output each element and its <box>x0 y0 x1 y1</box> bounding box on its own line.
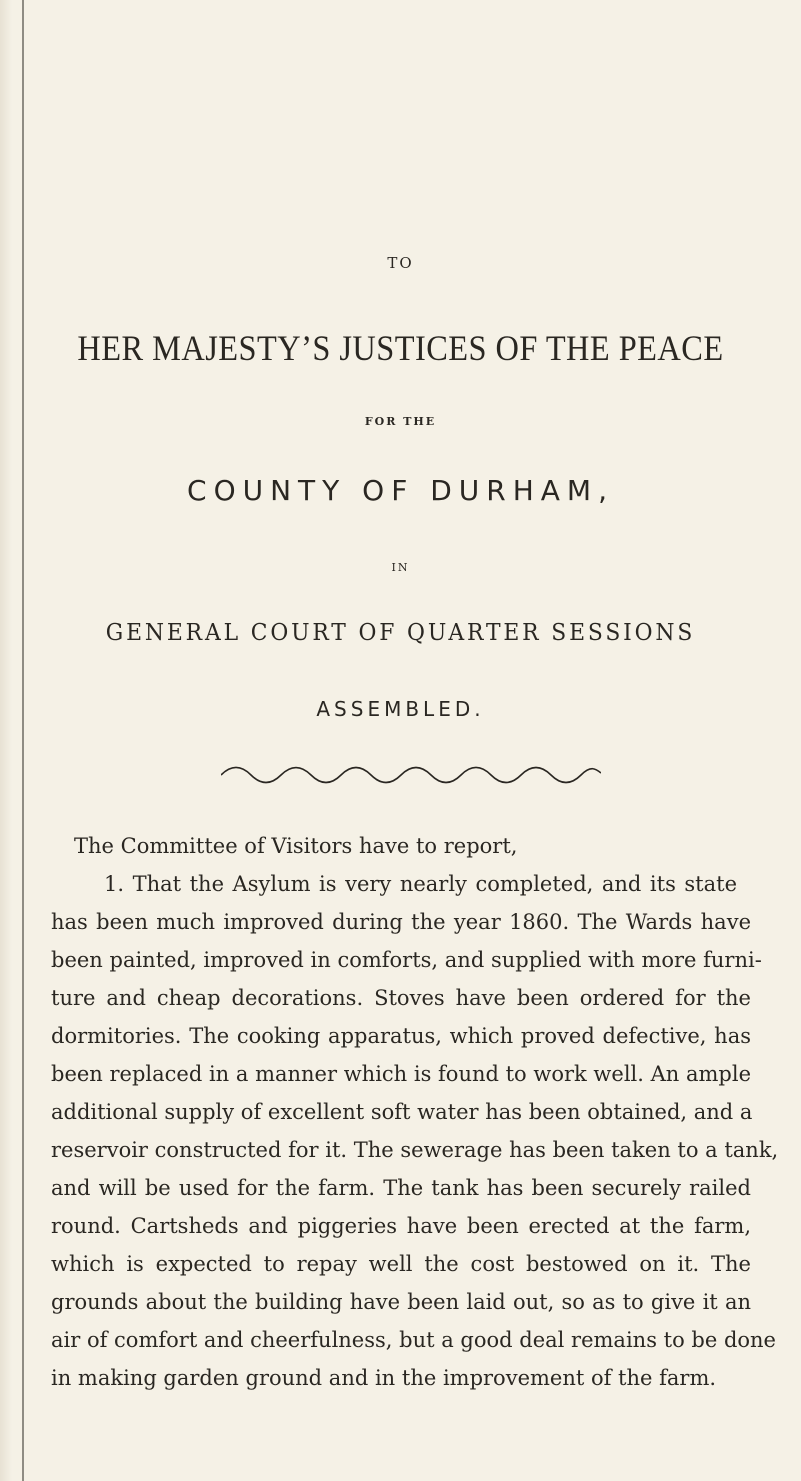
heading-court: GENERAL COURT OF QUARTER SESSIONS <box>105 620 696 646</box>
report-line: ture and cheap decorations. Stoves have been ordered for the <box>51 986 751 1010</box>
report-line: which is expected to repay well the cost bestowed on it. The <box>51 1252 751 1276</box>
report-line: been replaced in a manner which is found to work well. An ample <box>51 1062 752 1086</box>
report-line: air of comfort and cheerfulness, but a good deal remains to be done <box>51 1328 776 1352</box>
report-line: been painted, improved in comforts, and supplied with more furni- <box>51 948 762 972</box>
heading-in: IN <box>391 561 410 574</box>
report-intro: The Committee of Visitors have to report, <box>74 834 518 858</box>
report-line: reservoir constructed for it. The sewerage has been taken to a tank, <box>51 1138 779 1162</box>
heading-county: COUNTY OF DURHAM, <box>187 474 614 507</box>
heading-for-the: FOR THE <box>364 415 437 428</box>
report-line: additional supply of excellent soft water has been obtained, and a <box>51 1100 753 1124</box>
heading-justices: HER MAJESTY’S JUSTICES OF THE PEACE <box>77 328 724 368</box>
page-edge <box>0 0 12 1481</box>
report-line: has been much improved during the year 1860. The Wards have <box>51 910 751 934</box>
wavy-rule-ornament <box>221 759 601 785</box>
report-line: in making garden ground and in the improvement of the farm. <box>51 1366 717 1390</box>
report-line: and will be used for the farm. The tank has been securely railed <box>51 1176 751 1200</box>
report-line: dormitories. The cooking apparatus, which proved defective, has <box>51 1024 751 1048</box>
report-line: grounds about the building have been laid out, so as to give it an <box>51 1290 751 1314</box>
binding-line <box>22 0 24 1481</box>
heading-assembled: ASSEMBLED. <box>316 697 485 721</box>
report-line: round. Cartsheds and piggeries have been erected at the farm, <box>51 1214 751 1238</box>
report-line: 1. That the Asylum is very nearly completed, and its state <box>104 872 737 896</box>
heading-to: TO <box>387 254 414 272</box>
